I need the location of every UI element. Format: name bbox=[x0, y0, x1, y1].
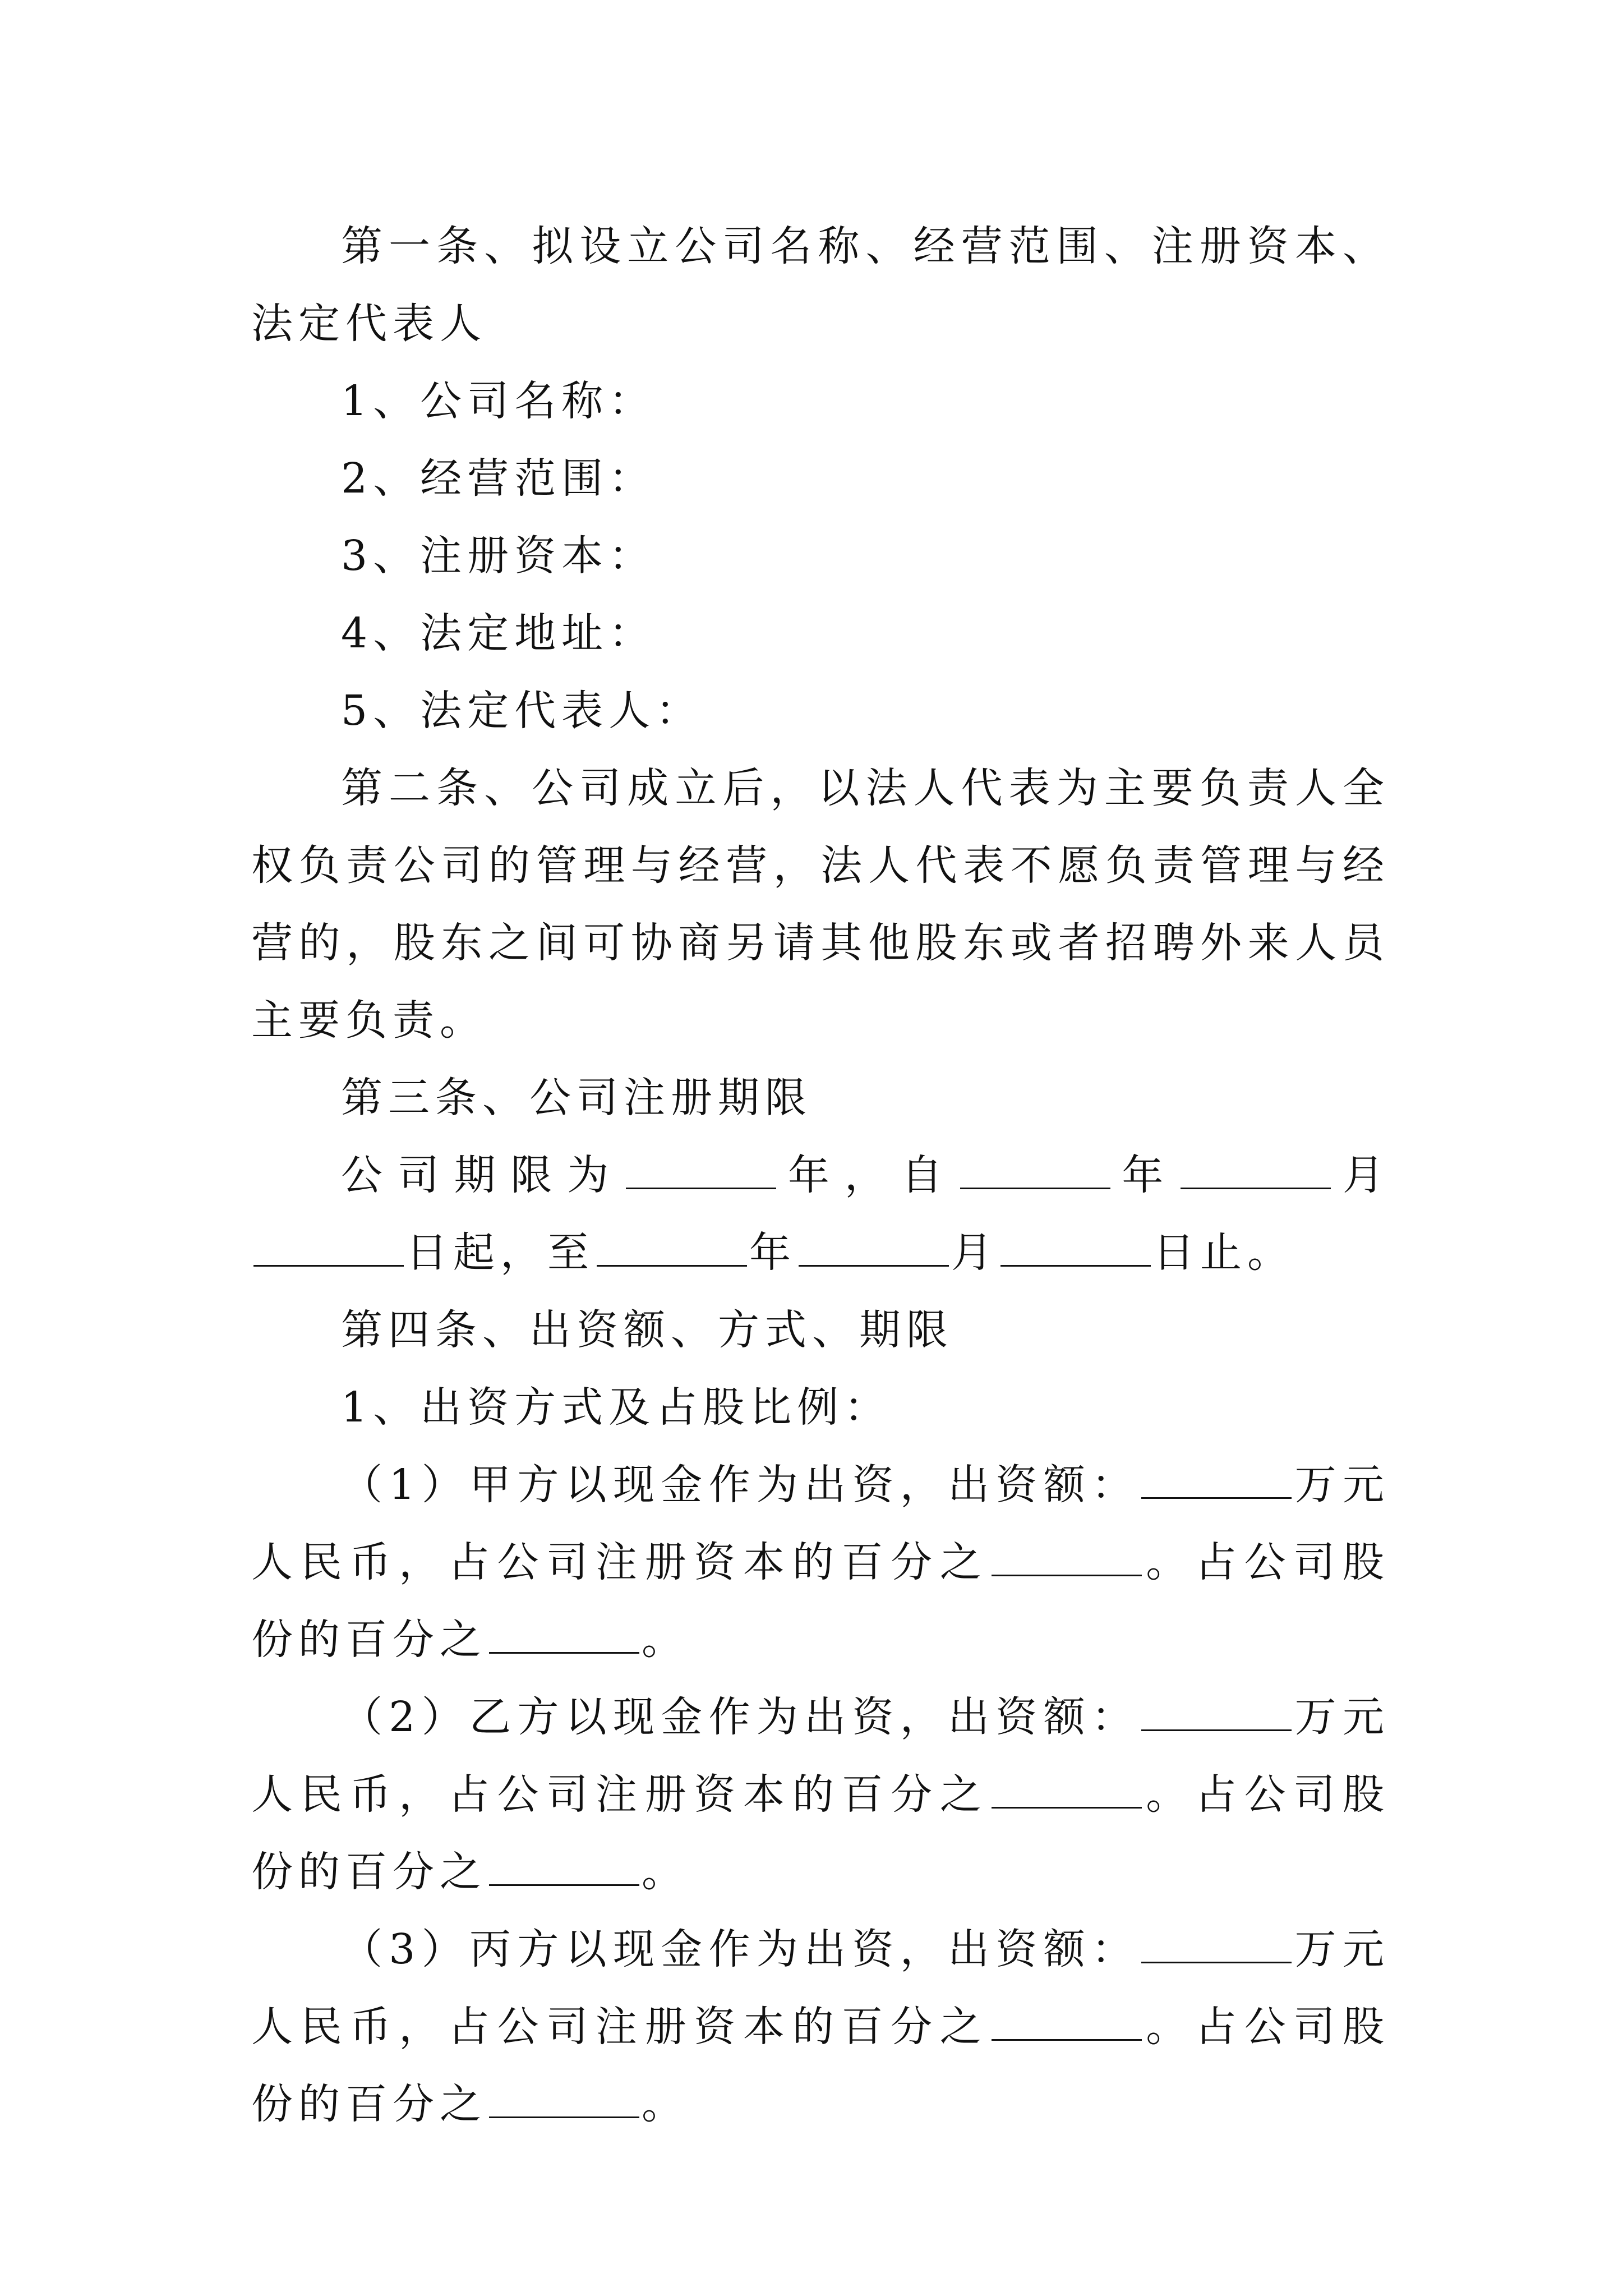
article-1-item-registered-capital: 3、注册资本： bbox=[341, 532, 656, 580]
party-c-contribution bbox=[251, 1911, 1390, 2143]
party-c-end: 。 bbox=[642, 2080, 689, 2128]
article-4-heading: 第四条、出资额、方式、期限 bbox=[341, 1306, 953, 1354]
article-1-item-legal-representative: 5、法定代表人： bbox=[341, 687, 703, 735]
term-text-8: 日止。 bbox=[1153, 1228, 1294, 1277]
term-text-4: 月 bbox=[1333, 1151, 1390, 1199]
party-b-contribution bbox=[251, 1678, 1390, 1911]
party-c-amount-blank[interactable] bbox=[1141, 1928, 1292, 1963]
term-years-blank[interactable] bbox=[626, 1154, 776, 1189]
term-text-6: 年 bbox=[749, 1228, 796, 1277]
party-b-end: 。 bbox=[642, 1848, 689, 1896]
term-text-5: 日起，至 bbox=[406, 1228, 594, 1277]
article-3-term bbox=[251, 1137, 1390, 1291]
article-1-item-legal-address: 4、法定地址： bbox=[341, 609, 656, 657]
party-a-mid: 。占公司股份的百分之 bbox=[251, 1538, 1390, 1664]
party-c-mid: 。占公司股份的百分之 bbox=[251, 2003, 1390, 2128]
start-day-blank[interactable] bbox=[253, 1231, 404, 1267]
party-c-prefix: （3）丙方以现金作为出资，出资额： bbox=[341, 1925, 1140, 1973]
article-1-item-business-scope: 2、经营范围： bbox=[341, 454, 656, 503]
party-b-amount-blank[interactable] bbox=[1141, 1696, 1292, 1731]
party-c-capital-percent-blank[interactable] bbox=[992, 2005, 1142, 2041]
party-b-prefix: （2）乙方以现金作为出资，出资额： bbox=[341, 1693, 1140, 1741]
start-month-blank[interactable] bbox=[1181, 1154, 1331, 1189]
term-text-1: 公司期限为 bbox=[341, 1151, 624, 1199]
term-text-2: 年，自 bbox=[778, 1151, 958, 1199]
end-day-blank[interactable] bbox=[1000, 1231, 1151, 1267]
party-c-unit: 万元人民币，占公司注册资本的百分之 bbox=[251, 1925, 1390, 2051]
party-a-amount-blank[interactable] bbox=[1141, 1464, 1292, 1499]
party-a-prefix: （1）甲方以现金作为出资，出资额： bbox=[341, 1461, 1140, 1509]
article-1-item-company-name: 1、公司名称： bbox=[341, 377, 656, 425]
party-a-share-percent-blank[interactable] bbox=[489, 1618, 639, 1654]
end-year-blank[interactable] bbox=[597, 1231, 747, 1267]
party-a-contribution bbox=[251, 1446, 1390, 1678]
party-b-share-percent-blank[interactable] bbox=[489, 1851, 639, 1886]
party-c-share-percent-blank[interactable] bbox=[489, 2083, 639, 2118]
article-1-heading: 第一条、拟设立公司名称、经营范围、注册资本、法定代表人 bbox=[251, 222, 1390, 348]
start-year-blank[interactable] bbox=[960, 1154, 1110, 1189]
term-text-7: 月 bbox=[951, 1228, 998, 1277]
article-2-text: 第二条、公司成立后，以法人代表为主要负责人全权负责公司的管理与经营，法人代表不愿负责管理与经营的，股东之间可协商另请其他股东或者招聘外来人员主要负责。 bbox=[251, 764, 1390, 1045]
party-b-mid: 。占公司股份的百分之 bbox=[251, 1770, 1390, 1896]
party-a-end: 。 bbox=[642, 1616, 689, 1664]
article-3-heading: 第三条、公司注册期限 bbox=[341, 1074, 812, 1122]
article-4-subheading: 1、出资方式及占股比例： bbox=[341, 1383, 892, 1432]
party-a-capital-percent-blank[interactable] bbox=[992, 1541, 1142, 1576]
party-a-unit: 万元人民币，占公司注册资本的百分之 bbox=[251, 1461, 1390, 1586]
term-text-3: 年 bbox=[1112, 1151, 1179, 1199]
party-b-unit: 万元人民币，占公司注册资本的百分之 bbox=[251, 1693, 1390, 1819]
end-month-blank[interactable] bbox=[799, 1231, 949, 1267]
party-b-capital-percent-blank[interactable] bbox=[992, 1773, 1142, 1809]
document-body bbox=[251, 208, 1390, 2143]
